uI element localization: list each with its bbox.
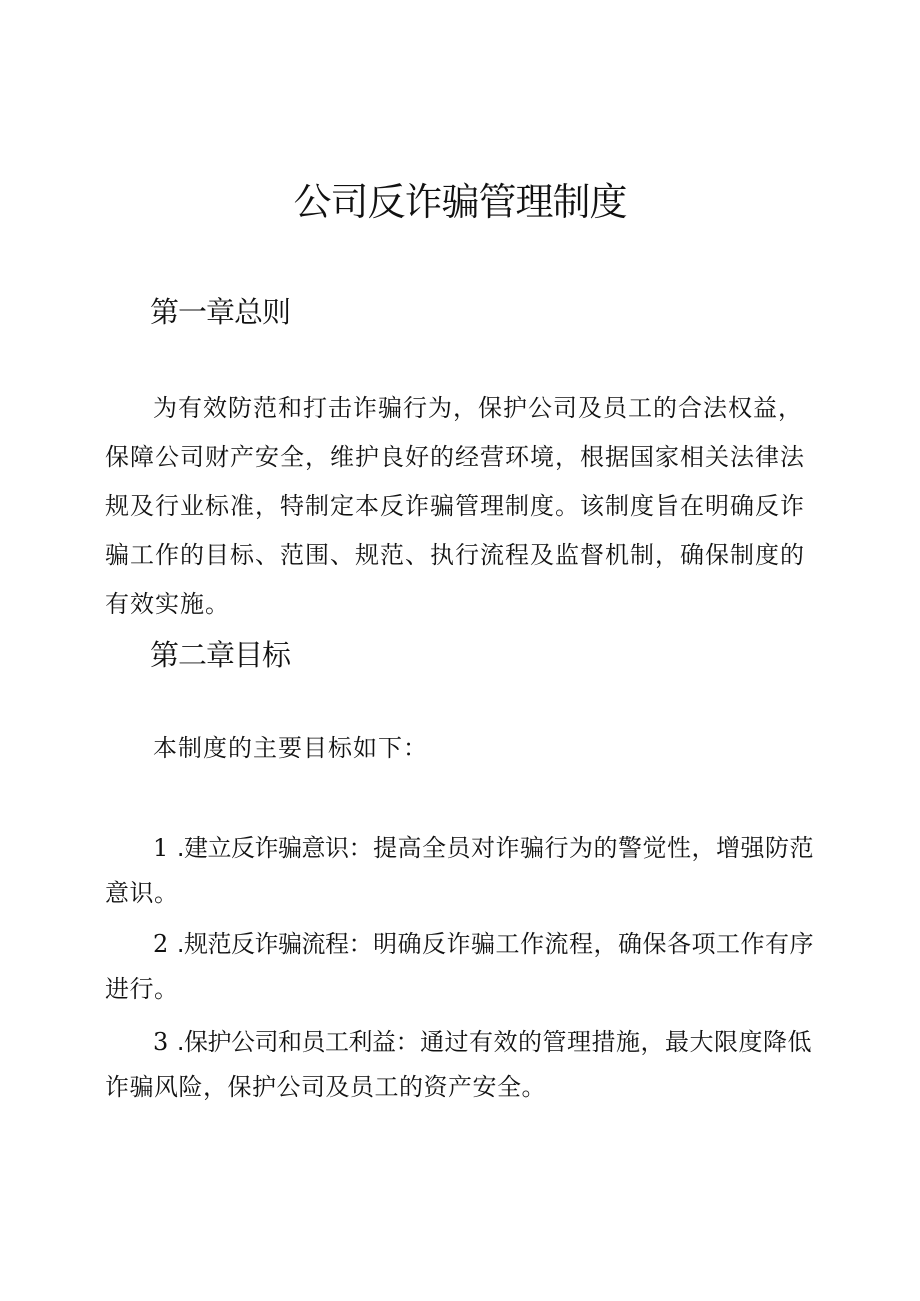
goal-item-1 xyxy=(105,826,815,916)
goal-item-term: .保护公司和员工利益 xyxy=(176,1028,396,1056)
goal-item-term: .建立反诈骗意识 xyxy=(176,834,349,862)
chapter-1-paragraph: 为有效防范和打击诈骗行为，保护公司及员工的合法权益，保障公司财产安全，维护良好的经营环境，根据国家相关法律法规及行业标准，特制定本反诈骗管理制度。该制度旨在明确反诈骗工作的目标、范围、规范、执行流程及监督机制，确保制度的有效实施。 xyxy=(105,394,805,618)
chapter-2-heading: 第二章目标 xyxy=(150,638,291,672)
goal-item-2 xyxy=(105,922,815,1012)
goal-item-separator: ： xyxy=(348,930,374,958)
goal-item-text: 提高全员对诈骗行为的警觉性，增强防范意识。 xyxy=(105,834,815,907)
goal-item-text: 明确反诈骗工作流程，确保各项工作有序进行。 xyxy=(105,930,815,1003)
goal-item-separator: ： xyxy=(348,834,374,862)
document-title: 公司反诈骗管理制度 xyxy=(293,180,627,224)
goal-item-number: 3 xyxy=(153,1028,169,1056)
goal-item-number: 1 xyxy=(153,834,169,862)
chapter-2-intro: 本制度的主要目标如下： xyxy=(153,734,428,762)
goal-item-3 xyxy=(105,1020,815,1110)
chapter-1-heading: 第一章总则 xyxy=(150,295,291,329)
goal-item-text: 通过有效的管理措施，最大限度降低诈骗风险，保护公司及员工的资产安全。 xyxy=(105,1028,813,1101)
goal-item-term: .规范反诈骗流程 xyxy=(176,930,349,958)
goal-item-number: 2 xyxy=(153,930,169,958)
goal-item-separator: ： xyxy=(395,1028,421,1056)
